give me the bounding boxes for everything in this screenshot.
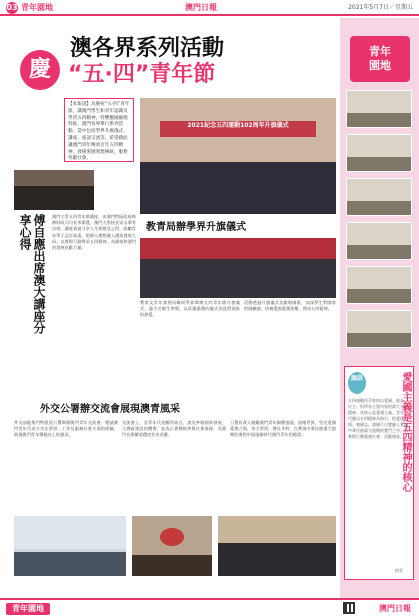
meeting-photo [132, 516, 212, 576]
page-number: 03 [6, 3, 18, 12]
speakers [218, 543, 336, 576]
group-backdrop [140, 238, 336, 259]
side-photo [346, 178, 412, 216]
article-text: 公署負責人勉勵澳門青年胸懷祖國，放眼世界，堅定愛國愛澳立場，努力學習，增長才幹，在實現中華民族偉大復興的進程中展現新時代澳門青年的擔當。 [230, 420, 336, 438]
side-photo [346, 310, 412, 348]
headline-line2: “五·四”青年節 [68, 62, 216, 87]
exchange-heading: 外交公署辦交流會展現澳青風采 [40, 404, 180, 415]
page-header [0, 0, 419, 16]
emblem [160, 528, 184, 546]
section-logo [350, 36, 410, 82]
celebrate-badge: 慶 [20, 50, 60, 90]
commentary-tag: 論語 [348, 372, 366, 394]
group-people [140, 259, 336, 298]
side-photo [346, 222, 412, 260]
meeting-photo [14, 516, 126, 576]
section-name: 青年園地 [21, 3, 53, 12]
flag-ceremony-photo [140, 98, 336, 214]
article-text: 教育及青年發展局聯同學界舉辦五四青年節升旗儀式，逾千名師生參與，以莊嚴肅穆的儀式表達對國家的熱愛。 [140, 300, 240, 318]
meeting-photo [218, 516, 336, 576]
commentary-text: 五四運動所孕育的以愛國、進步、民主、科學為主要內容的偉大五四精神，其核心是愛國主義。青年一代應以五四精神為指引，把愛國情、強國志、報國行自覺融入實現中華民族偉大復興的奮鬥之中，以實際行動服務社會，貢獻國家。 [348, 398, 408, 439]
side-photo [346, 90, 412, 128]
side-photo [346, 134, 412, 172]
speaker-photo [14, 170, 94, 210]
side-photo [346, 266, 412, 304]
lecture-heading: 傅自應出席澳大講座分享心得 [18, 214, 46, 334]
page-footer [0, 598, 419, 616]
article-text: 澳門大學五四青年節講座，由澳門特區政府經濟財政司司長李偉農，澳門大學校長宋永華等出席。講座嘉賓分享人生經歷及心得，鼓勵青年學子志存高遠，把個人理想融入國家發展大局，以實際行動傳承五四精神，為國家和澳門的發展貢獻力量。 [52, 214, 136, 251]
paper-title: 澳門日報 [185, 3, 217, 12]
qr-code-icon [343, 602, 355, 614]
article-text: 活動透過升旗儀式及獻唱國歌，加深學生對國家的歸屬感，培養愛國愛澳情懷，傳承五四精神。 [244, 300, 336, 312]
commentary-signature: 柏雲 [395, 568, 403, 573]
article-text: 外交部駐澳門特派員公署舉辦澳門青年交流會，邀請澳門青年代表分享在學習、工作及服務社會方面的經驗，展現澳門青年積極向上的風采。 [14, 420, 118, 438]
ceremony-crowd [140, 162, 336, 214]
speaker-table [14, 186, 94, 210]
footer-paper: 澳門日報 [379, 604, 411, 613]
commentary-title: 愛國主義是五四精神的核心 [400, 372, 411, 492]
article-text: 交流會上，各青年代表暢所欲言，談及參與國家發展、大灣區建設的體會，並表示會積極參與社會事務，為澳門長期繁榮穩定作出貢獻。 [122, 420, 226, 438]
intro-text: 【本報訊】為慶祝“五·四”青年節，讓澳門學生和青年認識及學習五四精神，特響應國慶澳特區，澳門各界舉行系列活動。當中包括學界升旗儀式、講座、座談交流等，希望藉此讓澳門青年傳承百年五四精神，發揚愛國愛澳傳統，服務奉獻社會。 [64, 98, 134, 162]
group-photo [140, 238, 336, 298]
section-logo-text: 青年 園地 [369, 45, 391, 72]
lectern [132, 555, 212, 576]
meeting-tables [14, 552, 126, 576]
footer-section: 青年園地 [6, 603, 50, 615]
headline-line1: 澳各界系列活動 [70, 36, 225, 61]
flag-ceremony-heading: 教青局辦學界升旗儀式 [146, 222, 246, 233]
issue-date: 2021年5月7日／星期五 [348, 4, 413, 11]
meeting-wall [14, 516, 126, 549]
ceremony-banner-text: 2021紀念五四運動102周年升旗儀式 [187, 122, 289, 130]
